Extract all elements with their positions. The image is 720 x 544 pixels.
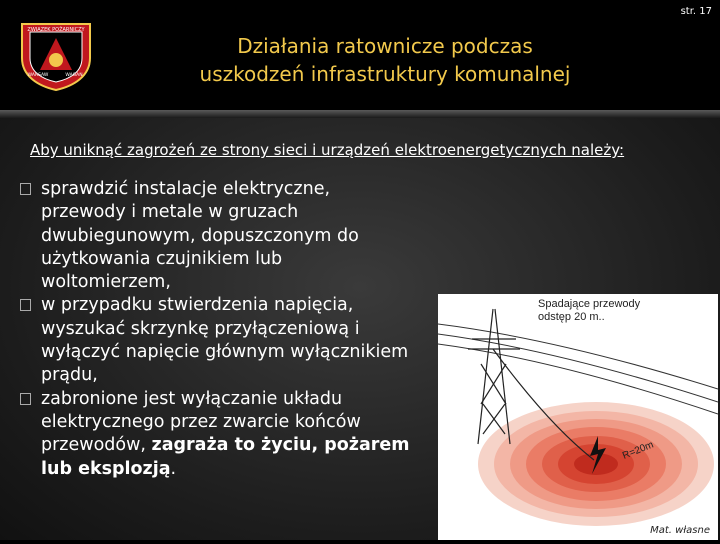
checkbox-bullet-icon	[20, 393, 31, 405]
fire-brigade-logo	[18, 20, 94, 92]
danger-zone-diagram	[438, 294, 718, 540]
warning-emphasis-2: lub eksplozją	[41, 458, 171, 479]
intro-heading: Aby uniknąć zagrożeń ze strony sieci i urządzeń elektroenergetycznych należy:	[30, 141, 625, 159]
image-source-caption: Mat. własne	[650, 525, 710, 536]
list-item: zabronione jest wyłączanie układu elektrycznego przez zwarcie końców przewodów, zagraża to życiu, pożarem lub eksplozją.	[20, 388, 430, 481]
svg-text:WARSAW: WARSAW	[27, 73, 49, 78]
list-item: sprawdzić instalacje elektryczne, przewody i metale w gruzach dwubiegunowym, dopuszczonym do użytkowania czujnikiem lub woltomierzem,	[20, 178, 430, 294]
warning-emphasis: zagraża to życiu, pożarem	[151, 435, 410, 456]
svg-text:WAGAN: WAGAN	[65, 73, 83, 78]
checkbox-bullet-icon	[20, 183, 31, 195]
header	[0, 0, 720, 110]
illustration-label: Spadające przewody odstęp 20 m..	[538, 298, 641, 323]
svg-text:R=20m: R=20m	[621, 439, 656, 462]
svg-text:ZWIĄZEK POŻARNICZY: ZWIĄZEK POŻARNICZY	[27, 27, 85, 33]
title-line-1: Działania ratownicze podczas	[237, 34, 533, 58]
falling-wires-illustration	[438, 294, 718, 540]
page-title	[150, 32, 620, 88]
bullet-list	[20, 178, 430, 481]
header-divider	[0, 110, 720, 118]
list-item: w przypadku stwierdzenia napięcia, wyszukać skrzynkę przyłączeniową i wyłączyć napięcie głównym wyłącznikiem prądu,	[20, 294, 430, 387]
checkbox-bullet-icon	[20, 299, 31, 311]
page-number: str. 17	[680, 6, 712, 17]
title-line-2: uszkodzeń infrastruktury komunalnej	[199, 62, 571, 86]
